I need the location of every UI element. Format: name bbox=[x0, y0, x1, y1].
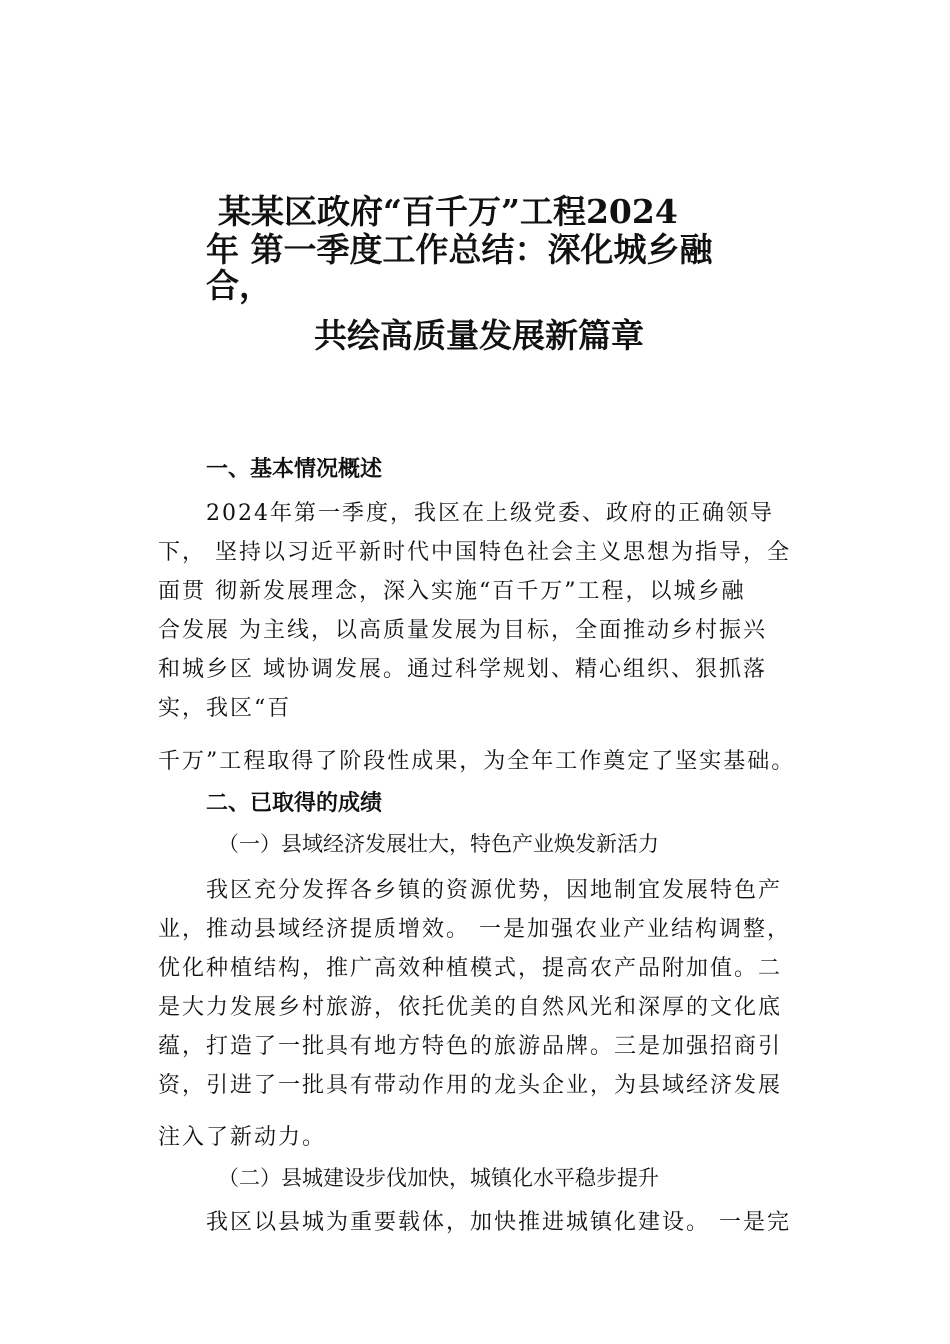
paragraph-line: 面贯 彻新发展理念，深入实施“百千万”工程，以城乡融 bbox=[158, 579, 746, 604]
title-line-4: 共绘高质量发展新篇章 bbox=[314, 316, 644, 355]
paragraph-line: 业，推动县域经济提质增效。 一是加强农业产业结构调整， bbox=[158, 917, 791, 942]
paragraph-line: 2024年第一季度，我区在上级党委、政府的正确领导 bbox=[206, 501, 774, 526]
paragraph-line: 实，我区“百 bbox=[158, 696, 292, 721]
paragraph-line: 注入了新动力。 bbox=[158, 1125, 327, 1150]
section-heading-1: 一、基本情况概述 bbox=[206, 456, 383, 482]
paragraph-line: 蕴，打造了一批具有地方特色的旅游品牌。三是加强招商引 bbox=[158, 1034, 783, 1059]
paragraph-line: 我区以县城为重要载体，加快推进城镇化建设。 一是完 bbox=[206, 1210, 791, 1235]
title-line-1: 某某区政府“百千万”工程2024 bbox=[218, 192, 678, 231]
paragraph-line: 和城乡区 域协调发展。通过科学规划、精心组织、狠抓落 bbox=[158, 657, 767, 682]
paragraph-line: 资，引进了一批具有带动作用的龙头企业，为县域经济发展 bbox=[158, 1073, 783, 1098]
paragraph-line: 是大力发展乡村旅游，依托优美的自然风光和深厚的文化底 bbox=[158, 995, 783, 1020]
paragraph-line: 我区充分发挥各乡镇的资源优势，因地制宜发展特色产 bbox=[206, 878, 783, 903]
paragraph-line: 优化种植结构，推广高效种植模式，提高农产品附加值。二 bbox=[158, 956, 783, 981]
subsection-heading-2: （二）县城建设步伐加快，城镇化水平稳步提升 bbox=[218, 1166, 659, 1190]
subsection-heading-1: （一）县域经济发展壮大，特色产业焕发新活力 bbox=[218, 832, 659, 856]
section-heading-2: 二、已取得的成绩 bbox=[206, 790, 383, 816]
title-line-2: 年 第一季度工作总结：深化城乡融 bbox=[206, 230, 713, 269]
paragraph-line: 合发展 为主线，以高质量发展为目标，全面推动乡村振兴 bbox=[158, 618, 767, 643]
title-line-3: 合， bbox=[206, 266, 272, 305]
paragraph-line: 千万”工程取得了阶段性成果，为全年工作奠定了坚实基础。 bbox=[158, 749, 796, 774]
paragraph-line: 下， 坚持以习近平新时代中国特色社会主义思想为指导，全 bbox=[158, 540, 791, 565]
